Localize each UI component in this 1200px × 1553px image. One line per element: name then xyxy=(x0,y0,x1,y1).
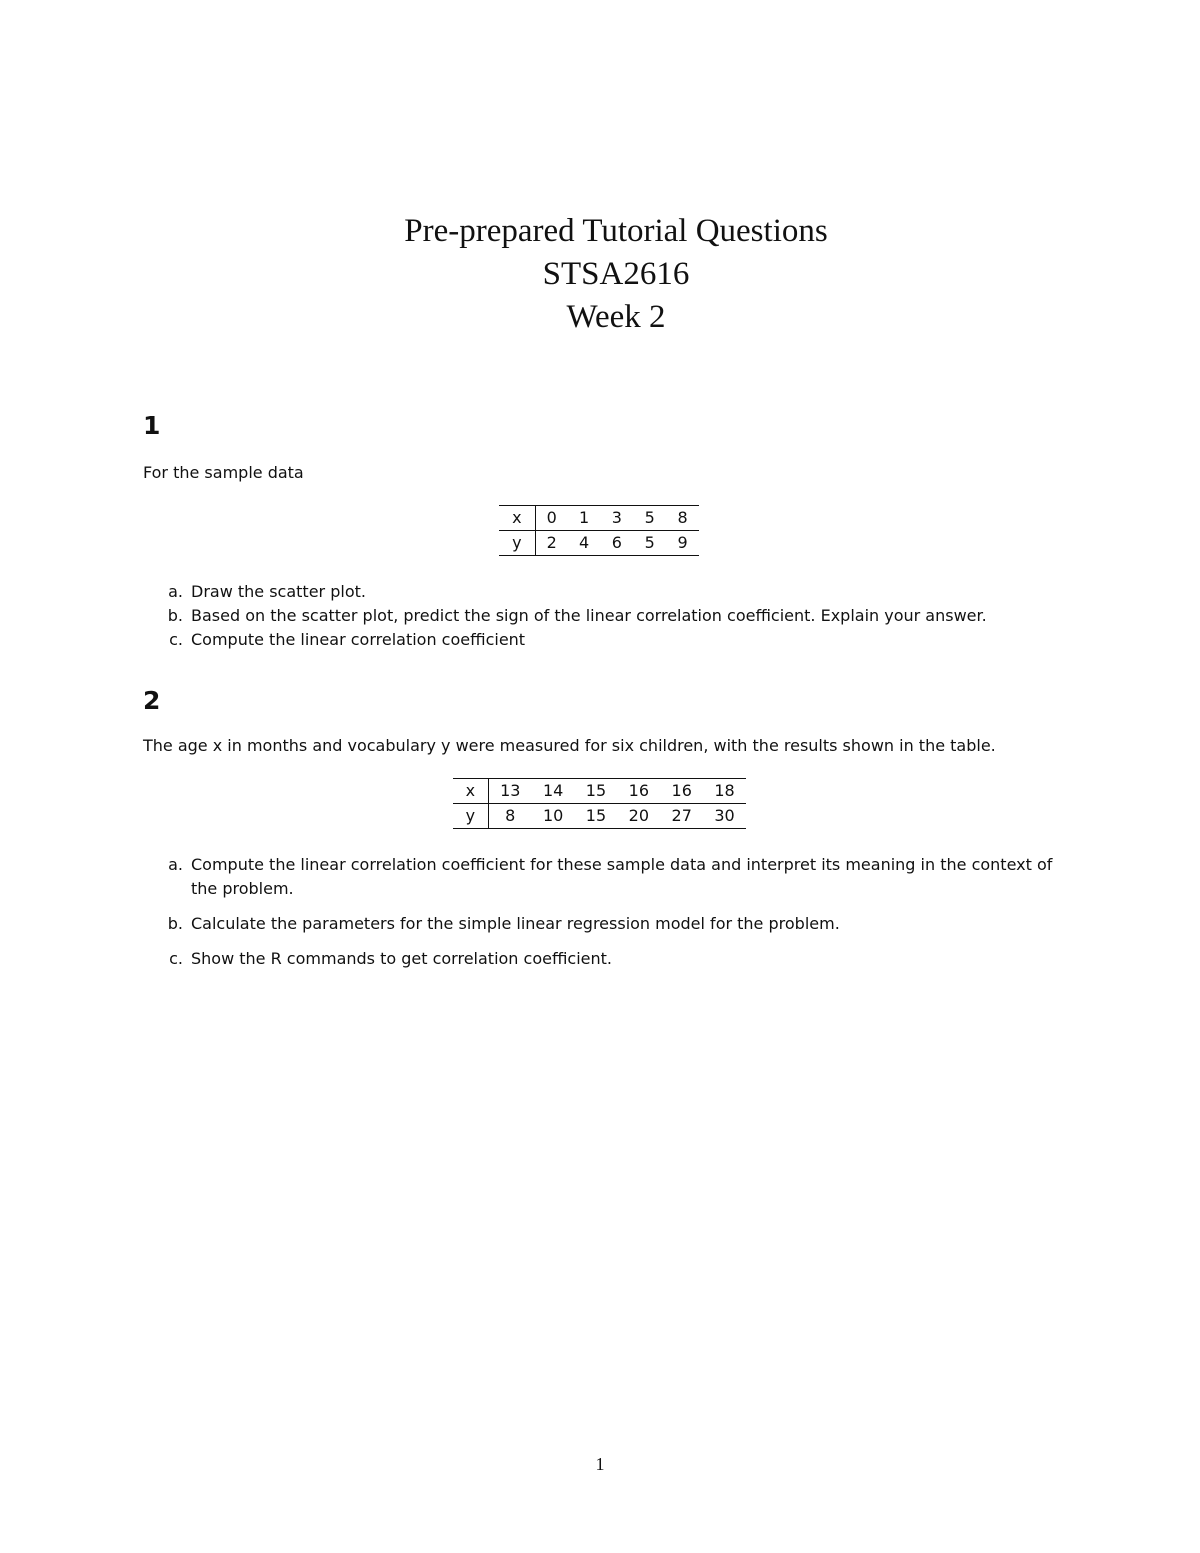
question-letter: b. xyxy=(167,606,183,625)
table-row-x xyxy=(453,779,746,804)
row-label-y: y xyxy=(499,531,535,556)
question-text: Calculate the parameters for the simple linear regression model for the problem. xyxy=(191,914,840,933)
question-item xyxy=(143,580,1063,604)
question-item xyxy=(143,853,1063,901)
table-cell: 9 xyxy=(677,533,688,552)
question-text: Compute the linear correlation coefficient xyxy=(191,630,526,649)
section-2-intro: The age x in months and vocabulary y were measured for six children, with the results shown in the table. xyxy=(143,736,996,755)
table-cell: 16 xyxy=(617,779,660,804)
table-cell: 8 xyxy=(666,506,699,531)
table-row-y xyxy=(453,804,746,829)
section-2-data-table xyxy=(453,778,746,829)
table-cell: 5 xyxy=(633,506,666,531)
table-cell: 0 xyxy=(535,506,567,531)
section-1-data-table xyxy=(499,505,699,556)
table-cell: 2 xyxy=(546,533,557,552)
question-item xyxy=(143,947,1063,971)
table-cell: 15 xyxy=(585,806,607,825)
table-cell: 6 xyxy=(611,533,622,552)
document-title: Pre-prepared Tutorial Questions xyxy=(404,213,828,249)
week-label: Week 2 xyxy=(566,299,666,335)
table-cell: 16 xyxy=(660,779,703,804)
section-1-questions xyxy=(143,580,1063,652)
question-letter: a. xyxy=(168,582,183,601)
table-cell: 20 xyxy=(628,806,650,825)
table-cell: 5 xyxy=(644,533,655,552)
table-cell: 13 xyxy=(488,779,531,804)
question-text: Draw the scatter plot. xyxy=(191,582,366,601)
row-label-y: y xyxy=(453,804,488,829)
table-cell: 18 xyxy=(703,779,746,804)
row-label-x: x xyxy=(499,506,535,531)
table-cell: 8 xyxy=(505,806,516,825)
question-text: Show the R commands to get correlation coefficient. xyxy=(191,949,613,968)
table-cell: 10 xyxy=(542,806,564,825)
table-row-y xyxy=(499,531,699,556)
section-2-number: 2 xyxy=(143,686,161,715)
table-cell: 14 xyxy=(532,779,575,804)
table-cell: 30 xyxy=(714,806,735,825)
table-row-x xyxy=(499,506,699,531)
table-cell: 3 xyxy=(600,506,633,531)
title-block xyxy=(0,210,1200,339)
table-cell: 1 xyxy=(568,506,601,531)
row-label-x: x xyxy=(453,779,488,804)
section-1-intro: For the sample data xyxy=(143,463,304,482)
section-2-questions xyxy=(143,853,1063,971)
question-letter: c. xyxy=(169,630,183,649)
question-text: Based on the scatter plot, predict the sign of the linear correlation coefficient. Explain your answer. xyxy=(191,606,987,625)
section-1-number: 1 xyxy=(143,411,161,440)
question-item xyxy=(143,604,1063,628)
question-letter: c. xyxy=(169,949,183,968)
question-item xyxy=(143,912,1063,936)
table-cell: 4 xyxy=(578,533,590,552)
question-item xyxy=(143,628,1063,652)
question-letter: a. xyxy=(168,855,183,874)
question-letter: b. xyxy=(167,914,183,933)
page-number: 1 xyxy=(595,1454,605,1474)
question-text: Compute the linear correlation coefficient for these sample data and interpret its meaning in the context of the problem. xyxy=(191,855,1053,898)
table-cell: 27 xyxy=(671,806,692,825)
course-code: STSA2616 xyxy=(542,256,690,292)
table-cell: 15 xyxy=(575,779,618,804)
